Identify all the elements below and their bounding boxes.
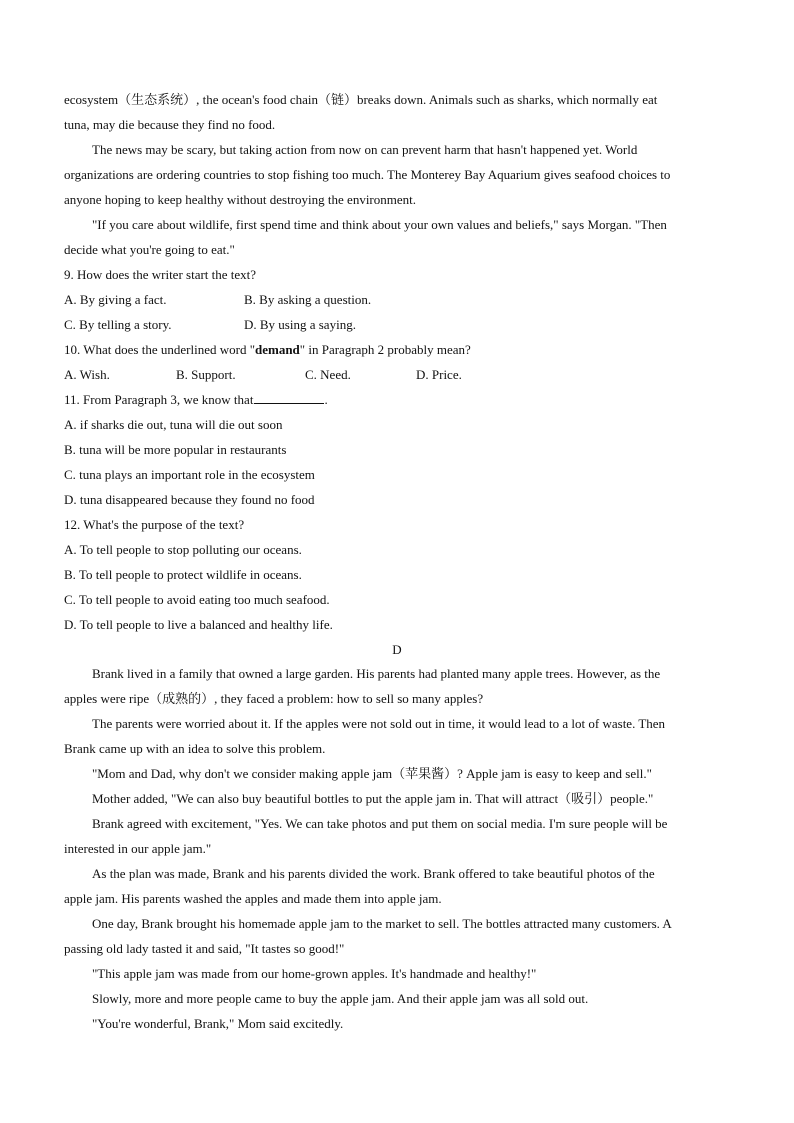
question-11-option-c: C. tuna plays an important role in the ecosystem bbox=[64, 467, 315, 482]
passage-d-p5-line2: interested in our apple jam." bbox=[64, 841, 212, 856]
question-12-option-b: B. To tell people to protect wildlife in oceans. bbox=[64, 567, 302, 582]
passage-d-p2-line1: The parents were worried about it. If the apples were not sold out in time, it would lead to a lot of waste. Then bbox=[92, 716, 666, 731]
question-10-keyword: demand bbox=[255, 342, 300, 357]
question-11-option-d: D. tuna disappeared because they found no food bbox=[64, 492, 315, 507]
question-9-option-d: D. By using a saying. bbox=[244, 317, 356, 332]
passage-d-p4-line1: Mother added, "We can also buy beautiful bottles to put the apple jam in. That will attract（吸引）people." bbox=[92, 791, 654, 806]
question-10-option-a: A. Wish. bbox=[64, 367, 110, 382]
passage-d-p9-line1: Slowly, more and more people came to buy the apple jam. And their apple jam was all sold out. bbox=[92, 991, 589, 1006]
question-12-option-d: D. To tell people to live a balanced and healthy life. bbox=[64, 617, 333, 632]
passage-d-p7-line2: passing old lady tasted it and said, "It tastes so good!" bbox=[64, 941, 345, 956]
passage-c-p1-line1: ecosystem（生态系统）, the ocean's food chain（链）breaks down. Animals such as sharks, which normally eat bbox=[64, 92, 658, 107]
question-10-option-c: C. Need. bbox=[305, 367, 351, 382]
passage-d-p7-line1: One day, Brank brought his homemade apple jam to the market to sell. The bottles attracted many customers. A bbox=[92, 916, 672, 931]
question-10-option-b: B. Support. bbox=[176, 367, 236, 382]
question-11-option-a: A. if sharks die out, tuna will die out soon bbox=[64, 417, 283, 432]
passage-d-p8-line1: "This apple jam was made from our home-grown apples. It's handmade and healthy!" bbox=[92, 966, 537, 981]
question-11-stem bbox=[64, 392, 328, 408]
passage-c-p2-line3: anyone hoping to keep healthy without destroying the environment. bbox=[64, 192, 417, 207]
passage-c-p1-line2: tuna, may die because they find no food. bbox=[64, 117, 276, 132]
passage-d-p6-line1: As the plan was made, Brank and his parents divided the work. Brank offered to take beautiful photos of the bbox=[92, 866, 655, 881]
passage-c-p2-line2: organizations are ordering countries to stop fishing too much. The Monterey Bay Aquarium gives seafood choices to bbox=[64, 167, 671, 182]
question-12-option-c: C. To tell people to avoid eating too much seafood. bbox=[64, 592, 330, 607]
question-9-option-c: C. By telling a story. bbox=[64, 317, 172, 332]
passage-d-heading: D bbox=[392, 642, 402, 657]
passage-c-p3-line1: "If you care about wildlife, first spend time and think about your own values and beliefs," says Morgan. "Then bbox=[92, 217, 667, 232]
question-9-stem: 9. How does the writer start the text? bbox=[64, 267, 257, 282]
answer-blank bbox=[254, 392, 324, 404]
question-10-stem-post: " in Paragraph 2 probably mean? bbox=[299, 342, 471, 357]
passage-d-p10-line1: "You're wonderful, Brank," Mom said excitedly. bbox=[92, 1016, 344, 1031]
question-11-stem-pre: 11. From Paragraph 3, we know that bbox=[64, 392, 254, 407]
passage-d-p5-line1: Brank agreed with excitement, "Yes. We can take photos and put them on social media. I'm sure people will be bbox=[92, 816, 668, 831]
passage-c-p2-line1: The news may be scary, but taking action from now on can prevent harm that hasn't happened yet. World bbox=[92, 142, 638, 157]
passage-c-p3-line2: decide what you're going to eat." bbox=[64, 242, 235, 257]
passage-d-p2-line2: Brank came up with an idea to solve this problem. bbox=[64, 741, 326, 756]
question-9-option-b: B. By asking a question. bbox=[244, 292, 372, 307]
question-11-stem-post: . bbox=[324, 392, 328, 407]
question-12-option-a: A. To tell people to stop polluting our oceans. bbox=[64, 542, 302, 557]
passage-d-p1-line2: apples were ripe（成熟的）, they faced a problem: how to sell so many apples? bbox=[64, 691, 484, 706]
question-9-option-a: A. By giving a fact. bbox=[64, 292, 167, 307]
question-10-stem bbox=[64, 342, 471, 358]
passage-d-p6-line2: apple jam. His parents washed the apples and made them into apple jam. bbox=[64, 891, 442, 906]
question-11-option-b: B. tuna will be more popular in restaurants bbox=[64, 442, 287, 457]
question-12-stem: 12. What's the purpose of the text? bbox=[64, 517, 245, 532]
passage-d-p1-line1: Brank lived in a family that owned a large garden. His parents had planted many apple trees. However, as the bbox=[92, 666, 661, 681]
question-10-option-d: D. Price. bbox=[416, 367, 462, 382]
passage-d-p3-line1: "Mom and Dad, why don't we consider making apple jam（苹果酱）? Apple jam is easy to keep and sell." bbox=[92, 766, 652, 781]
question-10-stem-pre: 10. What does the underlined word " bbox=[64, 342, 255, 357]
